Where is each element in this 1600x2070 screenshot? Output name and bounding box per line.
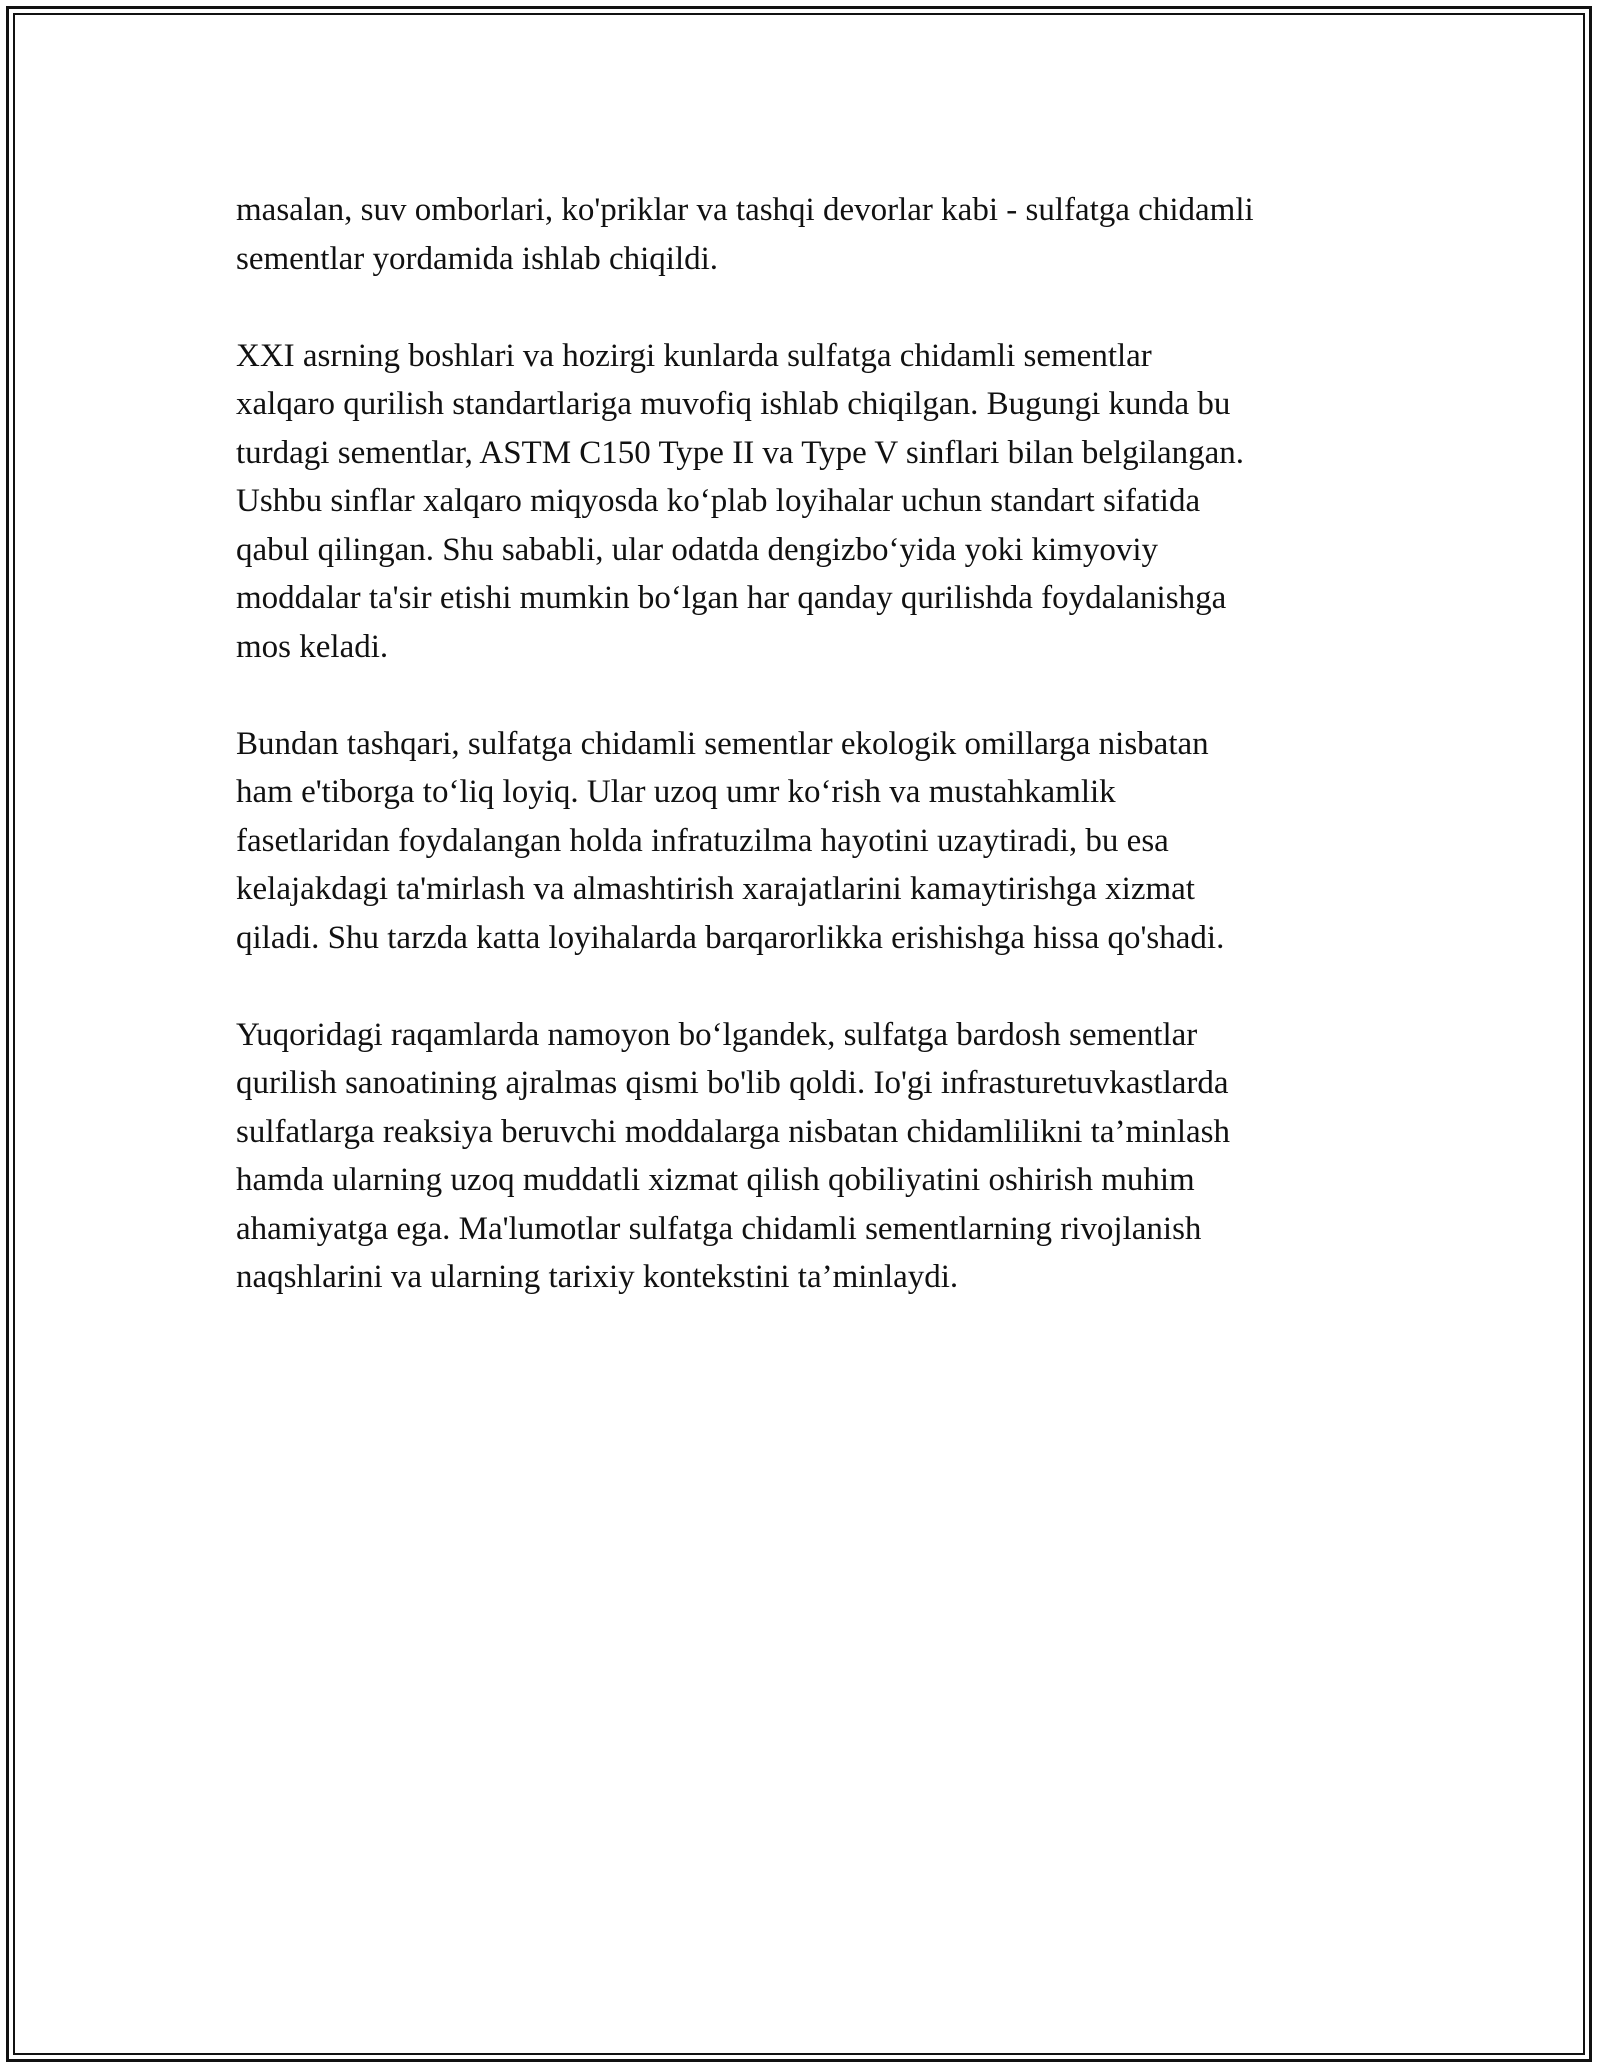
paragraph-1: masalan, suv omborlari, ko'priklar va tashqi devorlar kabi - sulfatga chidamli sementlar yordamida ishlab chiqildi. xyxy=(236,192,1254,277)
document-body xyxy=(236,186,1376,1350)
paragraph-4: Yuqoridagi raqamlarda namoyon bo‘lgandek, sulfatga bardosh sementlar qurilish sanoatining ajralmas qismi bo'lib qoldi. Io'gi infrasturetuvkastlarda sulfatlarga reaksiya beruvchi moddalarga nisbatan chidamlilikni ta’minlash hamda ularning uzoq muddatli xizmat qilish qobiliyatini oshirish muhim ahamiyatga ega. Ma'lumotlar sulfatga chidamli sementlarning rivojlanish naqshlarini va ularning tarixiy kontekstini ta’minlaydi. xyxy=(236,1016,1230,1295)
paragraph-2: XXI asrning boshlari va hozirgi kunlarda sulfatga chidamli sementlar xalqaro qurilish standartlariga muvofiq ishlab chiqilgan. Bugungi kunda bu turdagi sementlar, ASTM C150 Type II va Type V sinflari bilan belgilangan. Ushbu sinflar xalqaro miqyosda ko‘plab loyihalar uchun standart sifatida qabul qilingan. Shu sababli, ular odatda dengizbo‘yida yoki kimyoviy moddalar ta'sir etishi mumkin bo‘lgan har qanday qurilishda foydalanishga mos keladi. xyxy=(236,337,1245,665)
paragraph-3: Bundan tashqari, sulfatga chidamli sementlar ekologik omillarga nisbatan ham e'tiborga to‘liq loyiq. Ular uzoq umr ko‘rish va mustahkamlik fasetlaridan foydalangan holda infratuzilma hayotini uzaytiradi, bu esa kelajakdagi ta'mirlash va almashtirish xarajatlarini kamaytirishga xizmat qiladi. Shu tarzda katta loyihalarda barqarorlikka erishishga hissa qo'shadi. xyxy=(236,725,1225,956)
